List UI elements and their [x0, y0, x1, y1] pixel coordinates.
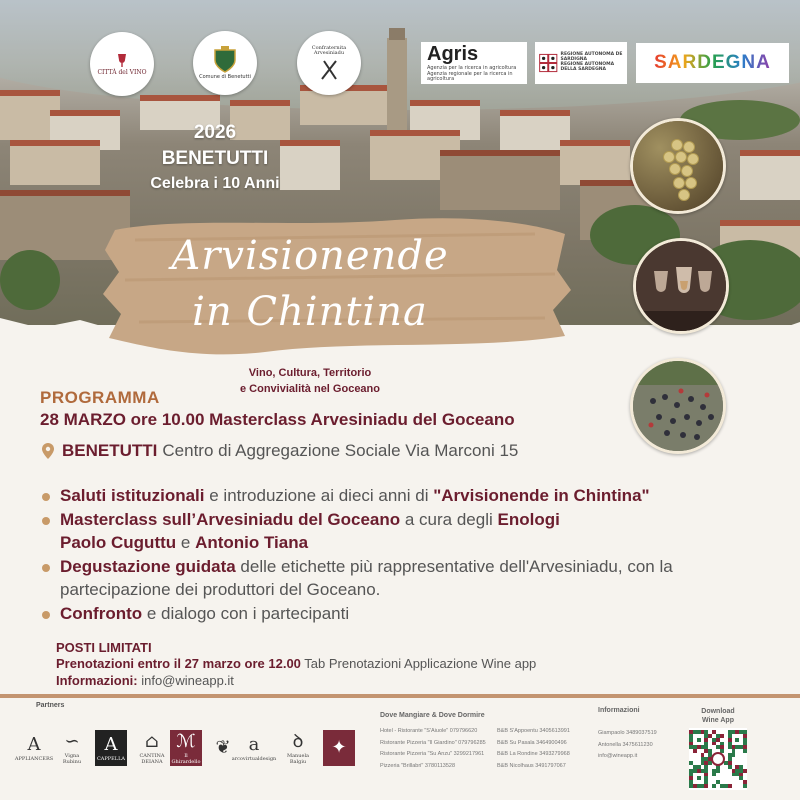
footer-divider	[0, 694, 800, 698]
program-list	[40, 484, 790, 625]
building	[560, 140, 630, 185]
partner-logo-label: CAPPELLA	[96, 756, 126, 762]
building	[440, 150, 560, 210]
info-heading: Informazioni	[598, 707, 640, 714]
sardegna-wordmark: SARDEGNA	[654, 52, 771, 73]
qr-cell	[697, 738, 701, 742]
partner-logo-glyph: ℳ	[176, 731, 196, 752]
qr-cell	[732, 753, 736, 757]
sardinia-flag-icon	[539, 49, 558, 77]
wine-glasses-photo	[633, 238, 729, 334]
restaurants-list: Hotel - Ristorante "S'Aiuole" 079796620 Ristorante Pizzeria "Il Giardino" 079796285 Ristorante Pizzeria "Su Anzu" 3299217961 Pizzeria "Brillabri" 3780113528	[380, 728, 486, 769]
event-town: BENETUTTI	[161, 148, 269, 169]
partner-logo-label: APPLIANCERS	[14, 756, 54, 762]
qr-cell	[720, 734, 724, 738]
confraternita-logo: Confraternita Arvesiniadu	[297, 31, 361, 95]
tools-icon	[318, 57, 340, 81]
partner-logo-glyph: ⌂	[145, 731, 159, 752]
partner-logo	[14, 730, 54, 766]
partner-logo	[136, 730, 168, 766]
info-email[interactable]: info@wineapp.it	[598, 753, 638, 759]
partner-logo-label: Manuela Balgiu	[286, 753, 310, 765]
download-heading: Download Wine App	[701, 708, 735, 724]
agris-logo: Agris Agenzia per la ricerca in agricoltura Agenzia regionale per la ricerca in agricoltura	[421, 42, 527, 84]
partner-logo-glyph: ❦	[215, 737, 231, 758]
partner-logo-glyph: a	[248, 734, 260, 755]
qr-cell	[728, 784, 732, 788]
partner-logo-label: arcovirtualdesign	[231, 756, 277, 762]
masterclass-date: 28 MARZO ore 10.00 Masterclass Arvesiniadu del Goceano	[40, 410, 515, 429]
hero-headline	[120, 120, 310, 196]
qr-cell	[743, 769, 747, 773]
booking-info: Prenotazioni entro il 27 marzo ore 12.00 Tab Prenotazioni Applicazione Wine app	[56, 656, 537, 671]
location-town: BENETUTTI	[62, 441, 158, 460]
bnb-list: B&B S'Appoentu 3405613991 B&B Su Pasala 3464900496 B&B La Rondine 3493279968 B&B Nicolhaus 3491797067	[497, 728, 570, 769]
list-item: Degustazione guidata delle etichette più rappresentative dell'Arvesiniadu, con la partecipazione dei produttori del Goceano.	[40, 555, 780, 602]
qr-cell	[697, 776, 701, 780]
crowd-photo	[630, 358, 726, 454]
citta-del-vino-logo: CITTÀ del VINO	[90, 32, 154, 96]
qr-cell	[712, 773, 716, 777]
qr-center-logo	[711, 752, 725, 766]
qr-cell	[712, 784, 716, 788]
partner-logo-glyph: ✦	[331, 737, 347, 758]
building	[740, 150, 800, 200]
partner-logo-label: Vigna Rubinu	[62, 753, 82, 765]
location-pin-icon	[42, 443, 54, 459]
qr-cell	[716, 769, 720, 773]
list-item: Saluti istituzionali e introduzione ai dieci anni di "Arvisionende in Chintina"	[40, 484, 790, 508]
qr-cell	[743, 749, 747, 753]
building	[10, 140, 100, 185]
coat-of-arms-icon	[212, 46, 238, 74]
partner-logo-glyph: ∽	[64, 731, 80, 752]
email-link[interactable]: info@wineapp.it	[137, 673, 234, 688]
qr-cell	[693, 749, 697, 753]
qr-cell	[735, 738, 739, 742]
partner-logo	[231, 730, 277, 766]
event-subtitle: Vino, Cultura, Territorio e Convivialità nel Goceano	[240, 367, 380, 395]
comune-benetutti-logo: Comune di Benetutti	[193, 31, 257, 95]
partner-logo	[56, 730, 88, 766]
partner-logo	[170, 730, 202, 766]
partners-heading: Partners	[36, 702, 65, 709]
partner-logo-label: CANTINA DEIANA	[139, 753, 165, 765]
partner-logo-glyph: A	[104, 734, 118, 755]
partner-logo	[323, 730, 355, 766]
wine-glass-icon	[113, 52, 131, 70]
info-contacts: Giampaolo 3489037519 Antonella 3475611230 info@wineapp.it	[598, 728, 657, 763]
partner-logo-label: Il Ghirardello	[171, 753, 201, 765]
grapes-photo	[630, 118, 726, 214]
event-location	[42, 441, 518, 461]
title-line-2: in Chintina	[192, 289, 428, 335]
title-line-1: Arvisionende	[171, 233, 449, 279]
limited-seats: POSTI LIMITATI	[56, 640, 152, 655]
dove-heading: Dove Mangiare & Dove Dormire	[380, 712, 485, 719]
event-title	[100, 228, 520, 340]
contact-info: Informazioni: info@wineapp.it	[56, 673, 234, 688]
regione-sardegna-logo: REGIONE AUTONOMA DE SARDIGNA REGIONE AUTONOMA DELLA SARDEGNA	[535, 42, 627, 84]
partner-logo-glyph: A	[27, 734, 41, 755]
partner-logo	[95, 730, 127, 766]
bell-tower	[387, 38, 407, 130]
partner-logo	[282, 730, 314, 766]
qr-cell	[743, 784, 747, 788]
anniversary-text: Celebra i 10 Anni	[150, 175, 280, 192]
qr-cell	[704, 784, 708, 788]
location-address: Centro di Aggregazione Sociale Via Marconi 15	[162, 441, 519, 460]
list-item: Confronto e dialogo con i partecipanti	[40, 602, 790, 626]
event-year: 2026	[193, 122, 237, 143]
program-heading: PROGRAMMA	[40, 388, 160, 407]
partner-logo-glyph: ꝺ	[292, 731, 304, 752]
sardegna-logo	[636, 43, 789, 83]
list-item: Masterclass sull’Arvesiniadu del Goceano a cura degli Enologi Paolo Cuguttu e Antonio Tiana	[40, 508, 790, 555]
qr-code[interactable]	[689, 728, 747, 790]
